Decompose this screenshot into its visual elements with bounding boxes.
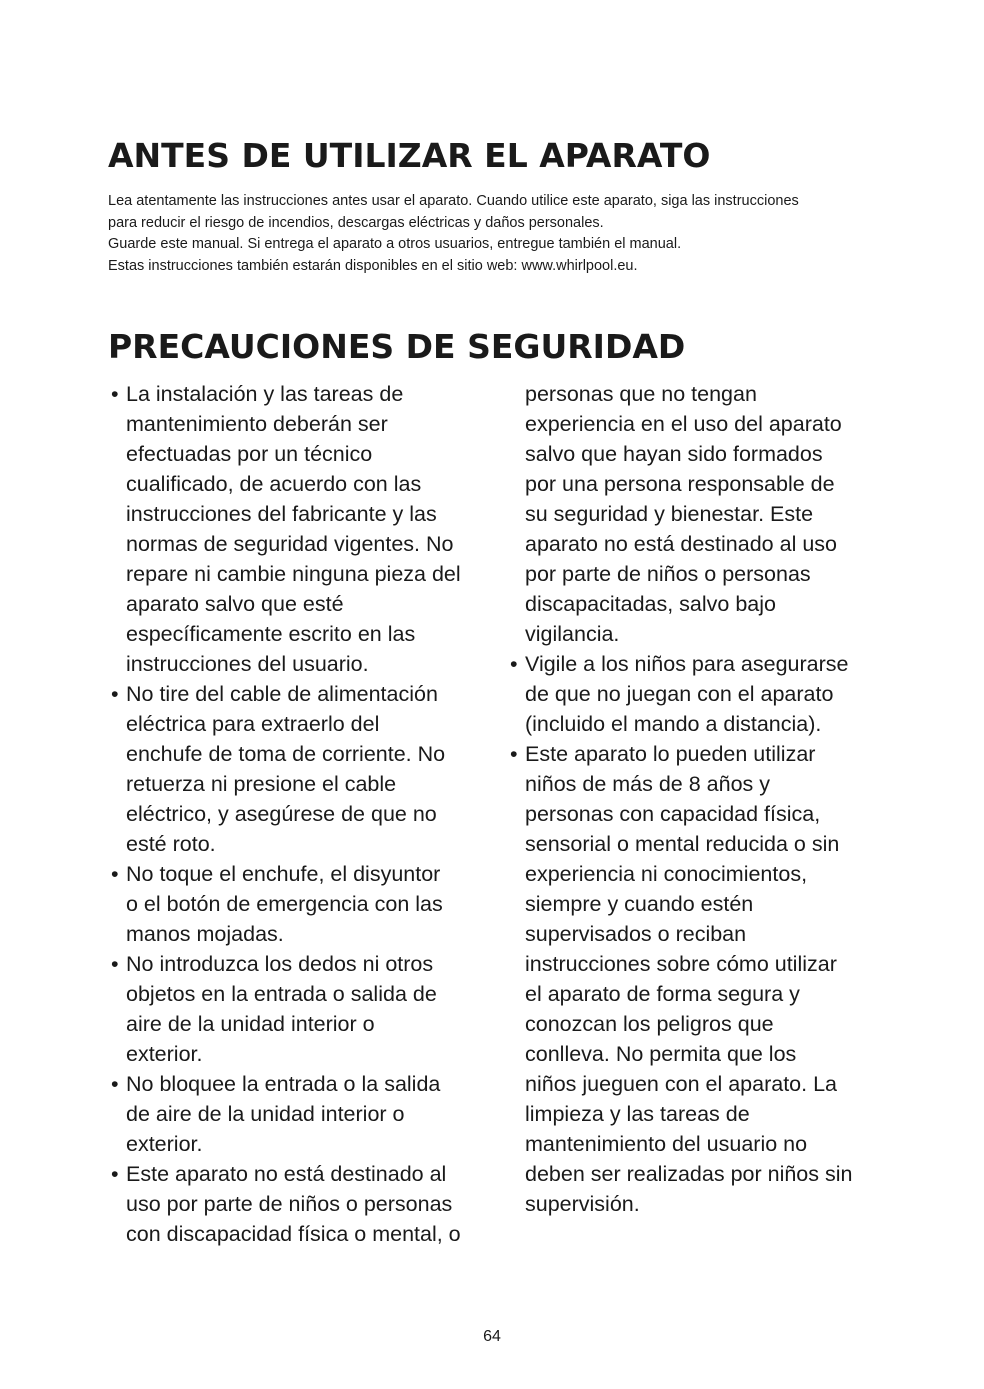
text-line: salvo que hayan sido formados (525, 442, 823, 466)
bullet-line: • La instalación y las tareas de (108, 379, 488, 409)
text-line: aparato salvo que esté (126, 592, 344, 616)
text-line: siempre y cuando estén (525, 892, 754, 916)
text-line: instrucciones del usuario. (126, 652, 369, 676)
text-line: deben ser realizadas por niños sin (525, 1162, 853, 1186)
intro-paragraph (108, 191, 888, 277)
bullet-line: • No tire del cable de alimentación (108, 679, 488, 709)
text-line: manos mojadas. (126, 922, 284, 946)
text-line: conozcan los peligros que (525, 1012, 774, 1036)
text-line: esté roto. (126, 832, 216, 856)
text-line: exterior. (126, 1042, 203, 1066)
intro-line: Guarde este manual. Si entrega el aparato a otros usuarios, entregue también el manual. (108, 236, 682, 252)
text-line: normas de seguridad vigentes. No (126, 532, 454, 556)
text-line: su seguridad y bienestar. Este (525, 502, 814, 526)
text-line: repare ni cambie ninguna pieza del (126, 562, 461, 586)
bullet-line: • No toque el enchufe, el disyuntor (108, 859, 488, 889)
text-line: vigilancia. (525, 622, 620, 646)
text-line: el aparato de forma segura y (525, 982, 800, 1006)
text-line: uso por parte de niños o personas (126, 1192, 453, 1216)
text-line: efectuadas por un técnico (126, 442, 373, 466)
text-line: eléctrica para extraerlo del (126, 712, 380, 736)
bullet-line: • Vigile a los niños para asegurarse (507, 649, 887, 679)
text-line: instrucciones del fabricante y las (126, 502, 437, 526)
text-line: aparato no está destinado al uso (525, 532, 837, 556)
text-line: personas con capacidad física, (525, 802, 821, 826)
text-line: experiencia en el uso del aparato (525, 412, 842, 436)
section-title: PRECAUCIONES DE SEGURIDAD (108, 327, 686, 366)
text-line: por parte de niños o personas (525, 562, 811, 586)
intro-line: Lea atentamente las instrucciones antes usar el aparato. Cuando utilice este aparato, siga las instrucciones (108, 193, 799, 209)
text-line: mantenimiento del usuario no (525, 1132, 808, 1156)
text-line: (incluido el mando a distancia). (525, 712, 822, 736)
text-line: objetos en la entrada o salida de (126, 982, 437, 1006)
text-line: supervisión. (525, 1192, 640, 1216)
intro-line: para reducir el riesgo de incendios, descargas eléctricas y daños personales. (108, 214, 604, 231)
text-line: eléctrico, y asegúrese de que no (126, 802, 437, 826)
text-line: sensorial o mental reducida o sin (525, 832, 840, 856)
intro-line: Estas instrucciones también estarán disponibles en el sitio web: www.whirlpool.eu. (108, 257, 638, 274)
page-title: ANTES DE UTILIZAR EL APARATO (108, 136, 711, 175)
text-line: mantenimiento deberán ser (126, 412, 388, 436)
text-line: supervisados o reciban (525, 922, 747, 946)
bullet-line: • Este aparato no está destinado al (108, 1159, 488, 1189)
text-line: de aire de la unidad interior o (126, 1102, 405, 1126)
bullet-line: • No bloquee la entrada o la salida (108, 1069, 488, 1099)
text-line: niños de más de 8 años y (525, 772, 771, 796)
text-line: exterior. (126, 1132, 203, 1156)
text-line: limpieza y las tareas de (525, 1102, 750, 1126)
text-line: cualificado, de acuerdo con las (126, 472, 422, 496)
text-line: o el botón de emergencia con las (126, 892, 443, 916)
bullet-line: • No introduzca los dedos ni otros (108, 949, 488, 979)
page-number: 64 (483, 1328, 501, 1345)
text-line: aire de la unidad interior o (126, 1012, 375, 1036)
text-line: específicamente escrito en las (126, 622, 416, 646)
safety-list-left-column (108, 379, 488, 1249)
safety-list-right-column (507, 379, 887, 1219)
bullet-line: • Este aparato lo pueden utilizar (507, 739, 887, 769)
text-line: conlleva. No permita que los (525, 1042, 797, 1066)
text-line: por una persona responsable de (525, 472, 835, 496)
text-line: enchufe de toma de corriente. No (126, 742, 446, 766)
text-line: discapacitadas, salvo bajo (525, 592, 776, 616)
text-line: experiencia ni conocimientos, (525, 862, 808, 886)
text-line: con discapacidad física o mental, o (126, 1222, 461, 1246)
text-line: de que no juegan con el aparato (525, 682, 834, 706)
text-line: niños jueguen con el aparato. La (525, 1072, 837, 1096)
text-line: retuerza ni presione el cable (126, 772, 397, 796)
text-line: personas que no tengan (525, 382, 757, 406)
text-line: instrucciones sobre cómo utilizar (525, 952, 837, 976)
